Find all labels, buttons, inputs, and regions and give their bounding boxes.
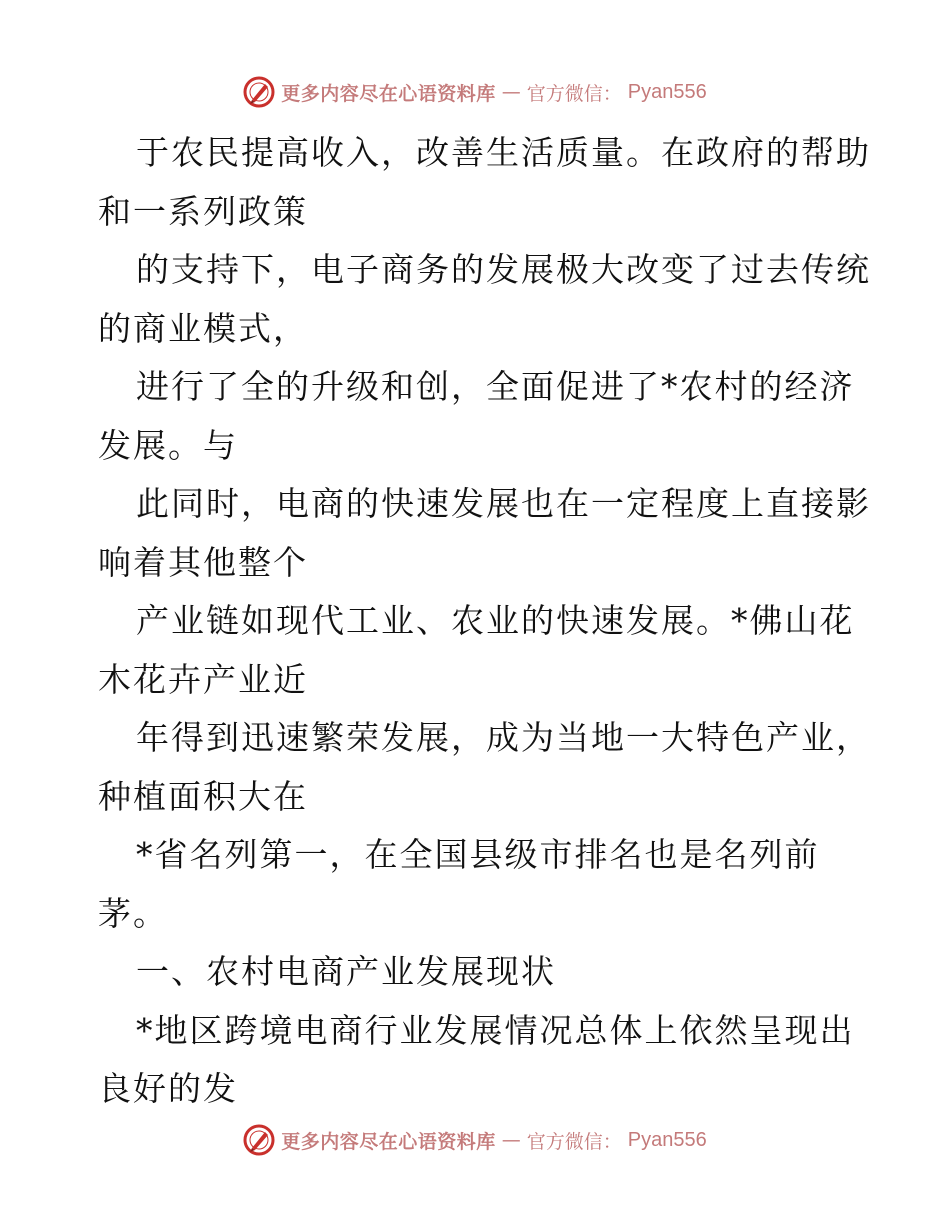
- text-line: 良好的发: [98, 1069, 238, 1108]
- footer-watermark: [0, 1120, 950, 1160]
- watermark-brand-text: 更多内容尽在心语资料库: [281, 1130, 496, 1153]
- document-body: [98, 124, 871, 1119]
- watermark-brand-text: 更多内容尽在心语资料库: [281, 82, 496, 105]
- text-line: 的商业模式，: [98, 308, 308, 348]
- watermark-official-label: 官方微信：: [526, 82, 622, 105]
- watermark-wechat-id: Pyan556: [627, 1128, 707, 1151]
- text-line: *地区跨境电商行业发展情况总体上依然呈现出: [136, 1010, 855, 1050]
- text-line: 木花卉产业近: [98, 659, 308, 699]
- watermark-separator: —: [501, 1129, 521, 1151]
- text-line: 产业链如现代工业、农业的快速发展。*佛山花: [136, 601, 855, 640]
- header-watermark: [0, 72, 950, 112]
- text-line: 一、农村电商产业发展现状: [136, 952, 556, 991]
- text-line: 茅。: [98, 893, 168, 933]
- text-line: 此同时，电商的快速发展也在一定程度上直接影: [136, 484, 871, 523]
- text-line: 年得到迅速繁荣发展，成为当地一大特色产业，: [136, 718, 871, 757]
- quill-pen-logo-icon: [243, 1124, 275, 1156]
- text-line: *省名列第一，在全国县级市排名也是名列前: [136, 835, 820, 874]
- text-line: 发展。与: [98, 425, 238, 465]
- text-line: 的支持下，电子商务的发展极大改变了过去传统: [136, 250, 871, 289]
- text-line: 响着其他整个: [98, 542, 308, 582]
- text-line: 进行了全的升级和创，全面促进了*农村的经济: [136, 367, 855, 406]
- text-line: 种植面积大在: [98, 776, 308, 816]
- text-line: 和一系列政策: [98, 191, 308, 231]
- watermark-separator: —: [501, 81, 521, 103]
- watermark-official-label: 官方微信：: [526, 1130, 622, 1153]
- watermark-wechat-id: Pyan556: [627, 80, 707, 103]
- quill-pen-logo-icon: [243, 76, 275, 108]
- text-line: 于农民提高收入，改善生活质量。在政府的帮助: [136, 133, 871, 172]
